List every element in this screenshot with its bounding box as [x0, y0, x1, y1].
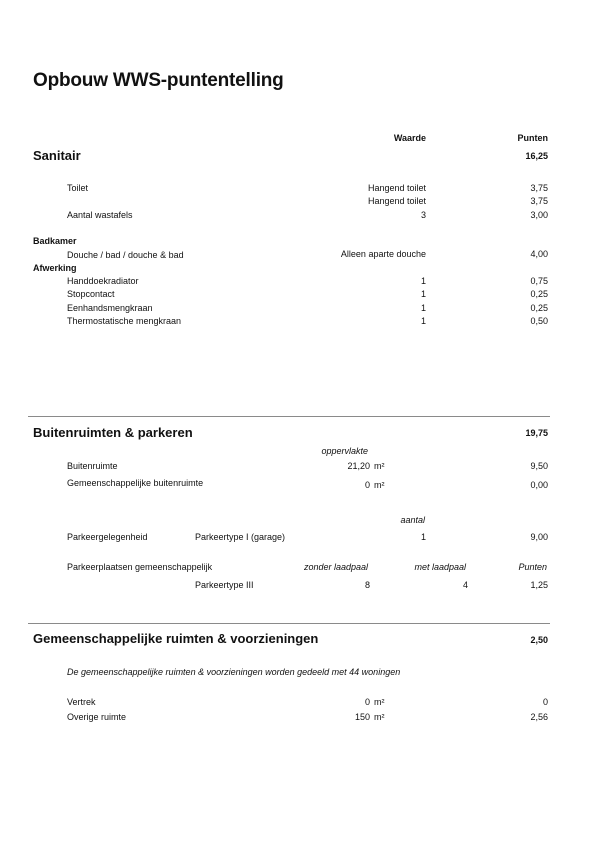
- row-value: 0: [364, 480, 370, 490]
- section-divider: [28, 623, 550, 624]
- row-value: Hangend toilet: [367, 196, 426, 206]
- row-label: Eenhandsmengkraan: [67, 303, 153, 313]
- row-value: 0: [364, 697, 370, 707]
- row-points: 3,75: [530, 196, 548, 206]
- subheading-badkamer: Badkamer: [33, 236, 77, 246]
- parking-count: 1: [420, 532, 426, 542]
- section-title-gemeenschappelijk: Gemeenschappelijke ruimten & voorzieningen: [33, 631, 319, 646]
- column-header-punten: Punten: [517, 133, 548, 143]
- row-label: Aantal wastafels: [67, 210, 133, 220]
- row-points: 0,75: [530, 276, 548, 286]
- row-points: 3,75: [530, 183, 548, 193]
- row-points: 4,00: [530, 249, 548, 259]
- row-points: 0,50: [530, 316, 548, 326]
- row-label: Overige ruimte: [67, 712, 127, 722]
- row-label: Douche / bad / douche & bad: [67, 250, 184, 260]
- row-value: 1: [420, 289, 426, 299]
- row-points: 3,00: [530, 210, 548, 220]
- row-value: 150: [354, 712, 370, 722]
- row-unit: m²: [374, 712, 385, 722]
- row-value: 21,20: [347, 461, 370, 471]
- row-label: Thermostatische mengkraan: [67, 316, 182, 326]
- section-divider: [28, 416, 550, 417]
- row-value: 1: [420, 276, 426, 286]
- section-title-buitenruimten: Buitenruimten & parkeren: [33, 425, 193, 440]
- row-label: Stopcontact: [67, 289, 115, 299]
- parking-label: Parkeergelegenheid: [67, 532, 148, 542]
- column-header-zonder-laadpaal: zonder laadpaal: [303, 562, 368, 572]
- section-title-sanitair: Sanitair: [33, 148, 81, 163]
- shared-parking-type: Parkeertype III: [195, 580, 254, 590]
- row-label: Buitenruimte: [67, 461, 118, 471]
- row-label: Vertrek: [67, 697, 96, 707]
- row-unit: m²: [374, 697, 385, 707]
- row-unit: m²: [374, 480, 385, 490]
- row-value: 1: [420, 316, 426, 326]
- row-points: 0: [542, 697, 548, 707]
- column-header-punten: Punten: [518, 562, 547, 572]
- row-points: 0,25: [530, 303, 548, 313]
- row-points: 9,50: [530, 461, 548, 471]
- row-points: 0,00: [530, 480, 548, 490]
- row-points: 2,56: [530, 712, 548, 722]
- row-points: 0,25: [530, 289, 548, 299]
- row-value: 1: [420, 303, 426, 313]
- shared-parking-with: 4: [462, 580, 468, 590]
- section-total-gemeenschappelijk: 2,50: [530, 635, 548, 645]
- parking-points: 9,00: [530, 532, 548, 542]
- shared-parking-label: Parkeerplaatsen gemeenschappelijk: [67, 562, 213, 572]
- shared-parking-points: 1,25: [530, 580, 548, 590]
- parking-type: Parkeertype I (garage): [195, 532, 286, 542]
- section-total-sanitair: 16,25: [525, 151, 548, 161]
- row-unit: m²: [374, 461, 385, 471]
- row-value: Hangend toilet: [367, 183, 426, 193]
- subheading-afwerking: Afwerking: [33, 263, 77, 273]
- row-label: Handdoekradiator: [67, 276, 139, 286]
- row-value: Alleen aparte douche: [340, 249, 426, 259]
- column-header-waarde: Waarde: [393, 133, 426, 143]
- column-header-aantal: aantal: [400, 515, 425, 525]
- row-value: 3: [420, 210, 426, 220]
- row-label: Gemeenschappelijke buitenruimte: [67, 478, 204, 488]
- section-total-buitenruimten: 19,75: [525, 428, 548, 438]
- column-header-met-laadpaal: met laadpaal: [414, 562, 466, 572]
- column-header-oppervlakte: oppervlakte: [321, 446, 368, 456]
- row-label: Toilet: [67, 183, 89, 193]
- shared-parking-without: 8: [364, 580, 370, 590]
- page-title: Opbouw WWS-puntentelling: [33, 70, 284, 91]
- shared-note: De gemeenschappelijke ruimten & voorzieningen worden gedeeld met 44 woningen: [67, 667, 401, 677]
